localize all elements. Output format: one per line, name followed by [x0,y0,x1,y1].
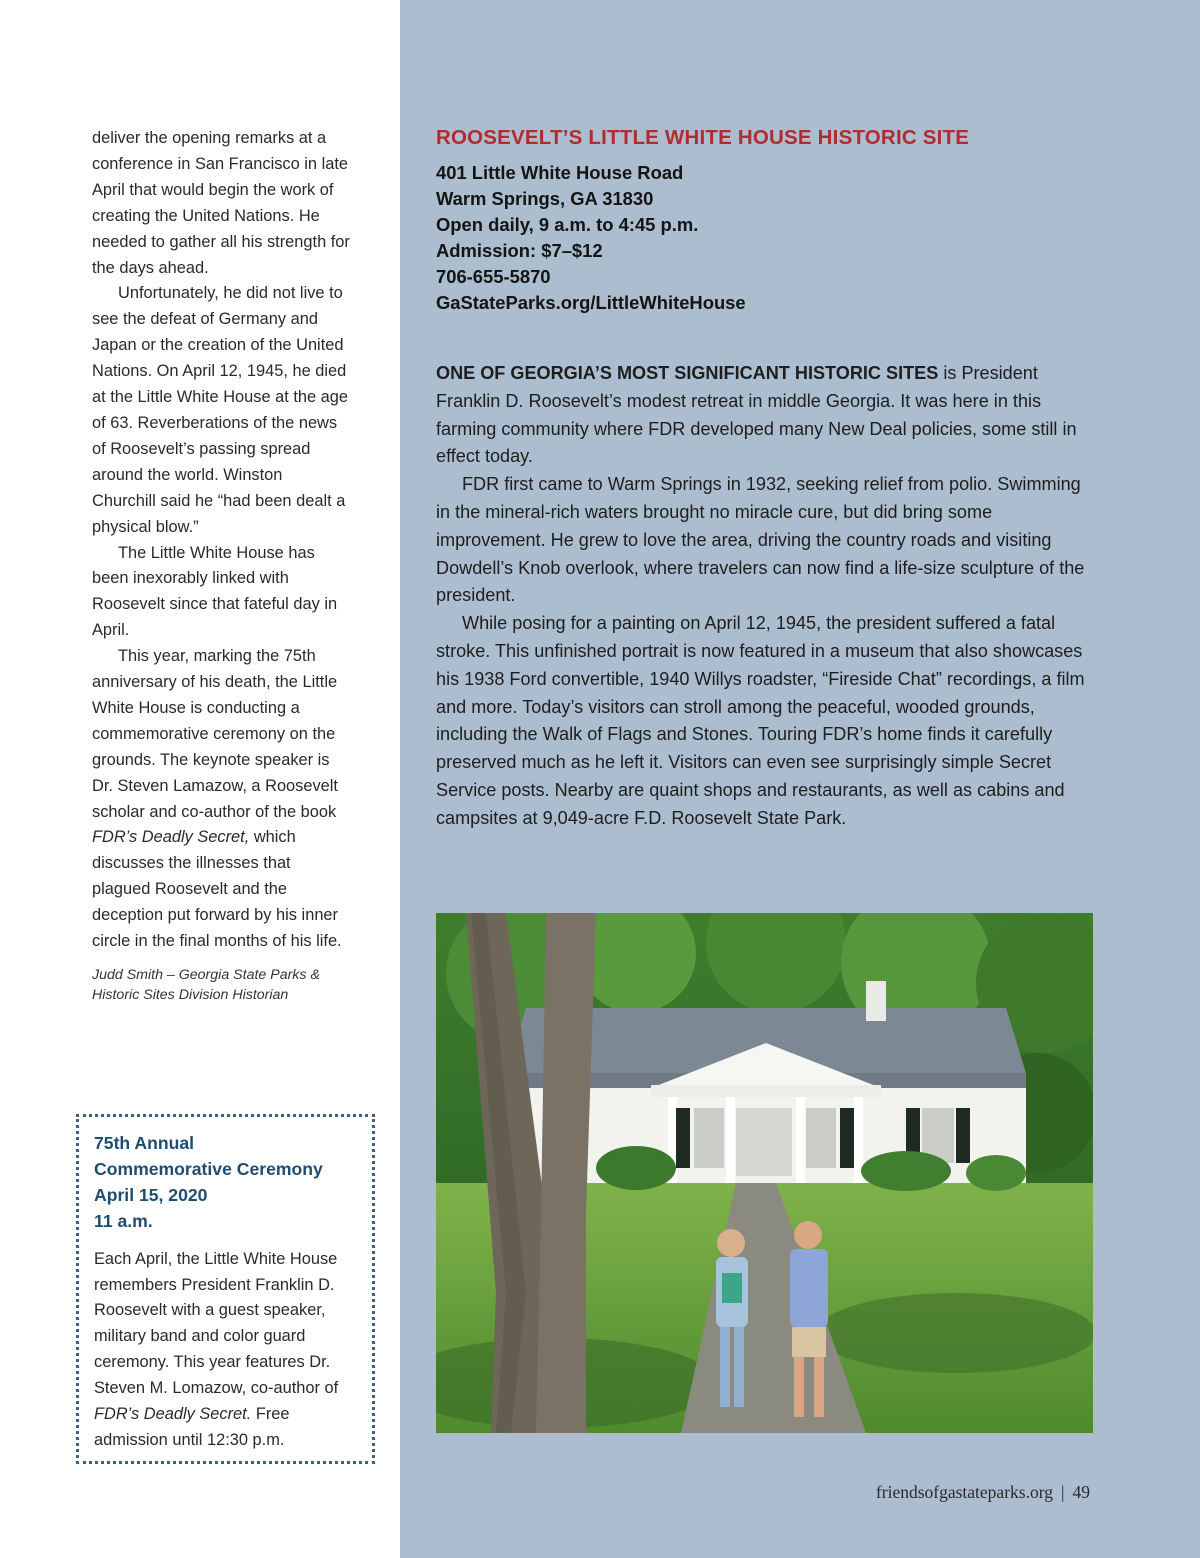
article-lead: ONE OF GEORGIA’S MOST SIGNIFICANT HISTORIC SITES [436,363,939,383]
admission-price: Admission: $7–$12 [436,239,603,261]
event-heading [94,1131,358,1235]
opening-hours: Open daily, 9 a.m. to 4:45 p.m. [436,213,699,235]
article-body [436,360,1096,833]
event-desc-start: Each April, the Little White House remembers President Franklin D. Roosevelt with a guest speaker, military band and color guard ceremony. This year features Dr. Steven M. Lomazow, co-author of [94,1249,339,1398]
footer-separator: | [1060,1482,1065,1502]
article-paragraph-2: FDR first came to Warm Springs in 1932, seeking relief from polio. Swimming in the mineral-rich waters brought no miracle cure, but did bring some improvement. He grew to love the area, driving the country roads and visiting Dowdell’s Knob overlook, where travelers can now find a life-size sculpture of the president. [436,474,1085,606]
phone-number[interactable]: 706-655-5870 [436,265,551,287]
page-footer [876,1482,1090,1503]
event-callout-box [76,1114,375,1464]
website-link[interactable]: GaStateParks.org/LittleWhiteHouse [436,291,746,313]
event-heading-line: 75th Annual [94,1133,195,1153]
event-heading-line: April 15, 2020 [94,1184,208,1205]
event-book-title: FDR’s Deadly Secret. [94,1405,252,1424]
left-paragraph-4 [92,644,350,955]
event-description [94,1247,358,1454]
little-white-house-photo [436,913,1093,1433]
address-line-2: Warm Springs, GA 31830 [436,187,654,209]
address-line-1: 401 Little White House Road [436,162,684,183]
event-heading-line: Commemorative Ceremony [94,1158,323,1179]
site-info-block [436,160,746,315]
photo-illustration [436,913,1093,1433]
site-title: ROOSEVELT’S LITTLE WHITE HOUSE HISTORIC SITE [436,126,970,149]
left-paragraph-4-start: This year, marking the 75th anniversary of his death, the Little White House is conducting a commemorative ceremony on the grounds. The keynote speaker is Dr. Steven Lamazow, a Roosevelt scholar and co-author of the book [92,647,338,821]
event-desc-end: Free admission until 12:30 p.m. [94,1405,290,1449]
footer-website[interactable]: friendsofgastateparks.org [875,1482,1053,1502]
author-byline: Judd Smith – Georgia State Parks & Historic Sites Division Historian [92,967,320,1003]
left-paragraph-3: The Little White House has been inexorably linked with Roosevelt since that fateful day in April. [92,543,338,640]
event-heading-line: 11 a.m. [94,1210,153,1231]
right-panel [400,0,1200,1558]
left-paragraph-2: Unfortunately, he did not live to see the defeat of Germany and Japan or the creation of the United Nations. On April 12, 1945, he died at the Little White House at the age of 63. Reverberations of the news of Roosevelt’s passing spread around the world. Winston Churchill said he “had been dealt a physical blow.” [92,284,349,536]
article-paragraph-1 [436,360,1096,471]
left-paragraph-1: deliver the opening remarks at a conference in San Francisco in late April that would begin the work of creating the United Nations. He needed to gather all his strength for the days ahead. [92,129,350,277]
book-title: FDR’s Deadly Secret, [92,828,250,847]
left-column [92,126,350,1005]
left-paragraph-4-end: which discusses the illnesses that plagued Roosevelt and the deception put forward by his inner circle in the final months of his life. [92,828,342,951]
page-number: 49 [1072,1482,1090,1502]
article-paragraph-3: While posing for a painting on April 12, 1945, the president suffered a fatal stroke. This unfinished portrait is now featured in a museum that also showcases his 1938 Ford convertible, 1940 Willys roadster, “Fireside Chat” recordings, a film and more. Today’s visitors can stroll among the peaceful, wooded grounds, including the Walk of Flags and Stones. Touring FDR’s home finds it carefully preserved much as he left it. Visitors can even see surprisingly simple Secret Service posts. Nearby are quaint shops and restaurants, as well as cabins and campsites at 9,049-acre F.D. Roosevelt State Park. [436,613,1085,828]
article-lead-rest: is President Franklin D. Roosevelt’s modest retreat in middle Georgia. It was here in this farming community where FDR developed many New Deal policies, some still in effect today. [436,363,1077,467]
